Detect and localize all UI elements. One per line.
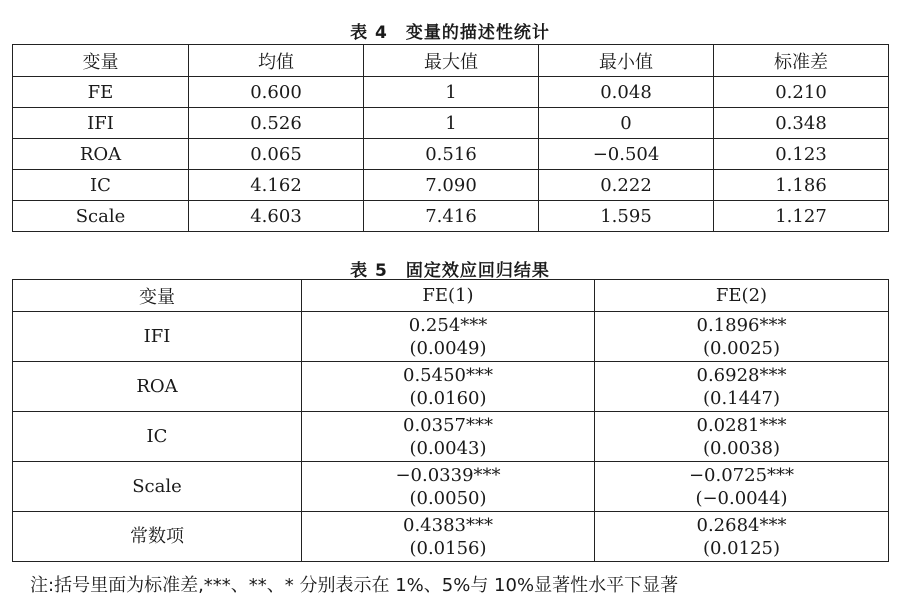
standard-error: (0.0043) [409,437,487,459]
table5-fe2-cell [595,362,889,412]
table4-cell: 1 [364,108,539,139]
descriptive-statistics-table [12,44,889,232]
coefficient: 0.2684*** [696,514,787,536]
table4-cell: 0 [539,108,714,139]
table4-cell: −0.504 [539,139,714,170]
standard-error: (0.0025) [702,337,781,359]
standard-error: (−0.0044) [695,487,788,509]
table4-header-cell: 最小值 [539,45,714,77]
table-row [13,512,889,562]
standard-error: (0.0125) [702,537,781,559]
table4-header-row [13,45,889,77]
table4-cell: 7.090 [364,170,539,201]
table5-fe2-cell [595,412,889,462]
standard-error: (0.0050) [409,487,487,509]
table5-fe2-cell [595,312,889,362]
table5-header-cell: FE(1) [302,280,595,312]
table5-variable-cell: Scale [13,462,302,512]
table5-variable-cell: IC [13,412,302,462]
table4-cell: 0.222 [539,170,714,201]
standard-error: (0.1447) [702,387,781,409]
table4-cell: FE [13,77,189,108]
table4-cell: 0.600 [189,77,364,108]
table-row [13,108,889,139]
table5-header-cell: 变量 [13,280,302,312]
table4-cell: 4.603 [189,201,364,232]
table5-fe1-cell [302,312,595,362]
table5-variable-cell: ROA [13,362,302,412]
coefficient: 0.0357*** [403,414,493,436]
coefficient: −0.0725*** [688,464,795,486]
table-row [13,462,889,512]
table5-caption: 表 5 固定效应回归结果 [350,261,550,281]
coefficient: 0.1896*** [696,314,787,336]
table4-header-cell: 最大值 [364,45,539,77]
table4-header-cell: 标准差 [714,45,889,77]
coefficient: 0.6928*** [696,364,787,386]
table4-cell: IFI [13,108,189,139]
table5-header-row [13,280,889,312]
coefficient: 0.4383*** [403,514,493,536]
table5-fe1-cell [302,412,595,462]
table-row [13,139,889,170]
table5-fe1-cell [302,462,595,512]
table-row [13,170,889,201]
table4-cell: 0.516 [364,139,539,170]
standard-error: (0.0049) [409,337,487,359]
table5-variable-cell: IFI [13,312,302,362]
table-row [13,362,889,412]
table4-cell: ROA [13,139,189,170]
table4-header-cell: 变量 [13,45,189,77]
table4-cell: 0.048 [539,77,714,108]
standard-error: (0.0038) [702,437,781,459]
table4-cell: IC [13,170,189,201]
table4-cell: 0.526 [189,108,364,139]
table4-caption: 表 4 变量的描述性统计 [350,23,550,43]
table4-cell: 7.416 [364,201,539,232]
table-footnote: 注:括号里面为标准差,***、**、* 分别表示在 1%、5%与 10%显著性水平下显著 [30,575,679,596]
standard-error: (0.0156) [409,537,487,559]
table-row [13,77,889,108]
table4-header-cell: 均值 [189,45,364,77]
table4-cell: 0.065 [189,139,364,170]
table-row [13,201,889,232]
table5-fe2-cell [595,512,889,562]
table5-fe1-cell [302,362,595,412]
table4-cell: 1 [364,77,539,108]
table5-fe1-cell [302,512,595,562]
regression-results-table [12,279,889,562]
table5-fe2-cell [595,462,889,512]
table-row [13,412,889,462]
standard-error: (0.0160) [409,387,487,409]
coefficient: −0.0339*** [395,464,501,486]
coefficient: 0.5450*** [403,364,493,386]
table5-variable-cell: 常数项 [13,512,302,562]
table5-header-cell: FE(2) [595,280,889,312]
table4-cell: 0.210 [714,77,889,108]
table-row [13,312,889,362]
table4-cell: 4.162 [189,170,364,201]
table4-cell: 1.127 [714,201,889,232]
table4-cell: 1.595 [539,201,714,232]
table4-cell: Scale [13,201,189,232]
table4-cell: 1.186 [714,170,889,201]
coefficient: 0.0281*** [696,414,787,436]
table4-cell: 0.348 [714,108,889,139]
coefficient: 0.254*** [408,314,488,336]
table4-cell: 0.123 [714,139,889,170]
